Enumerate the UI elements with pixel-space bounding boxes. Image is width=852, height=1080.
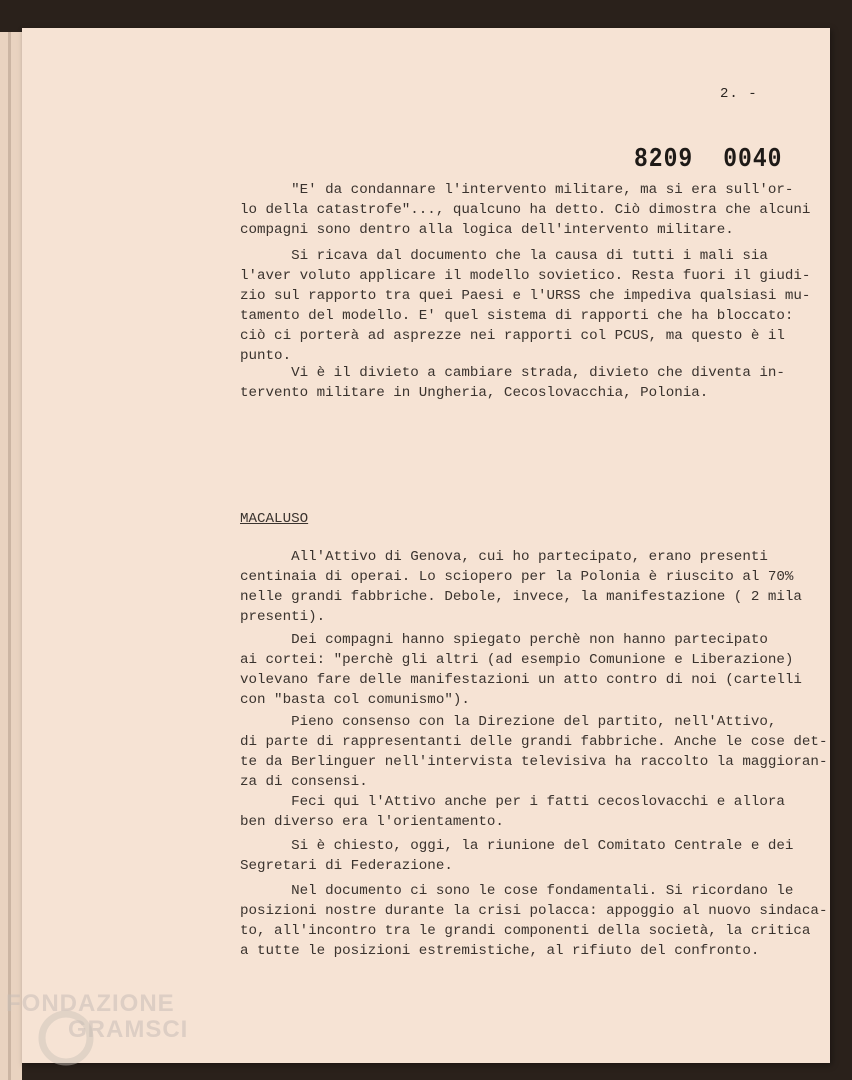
watermark-line-1: FONDAZIONE	[6, 990, 175, 1017]
paragraph: Vi è il divieto a cambiare strada, divieto che diventa in- tervento militare in Ungheria, Cecoslovacchia, Polonia.	[240, 365, 785, 401]
document-page	[22, 28, 830, 1063]
stamp-part-1: 8209	[634, 144, 694, 174]
paragraph: Pieno consenso con la Direzione del partito, nell'Attivo, di parte di rappresentanti delle grandi fabbriche. Anche le cose det- te da Berlinguer nell'intervista televisiva ha raccolto la maggioran- za di consensi.	[240, 714, 828, 790]
archive-stamp-number	[634, 144, 782, 174]
paragraph: Si è chiesto, oggi, la riunione del Comitato Centrale e dei Segretari di Federazione.	[240, 838, 794, 874]
stamp-part-2: 0040	[723, 144, 783, 174]
paragraph: Dei compagni hanno spiegato perchè non hanno partecipato ai cortei: "perchè gli altri (ad esempio Comunione e Liberazione) volevano fare delle manifestazioni un atto contro di noi (cartelli con "basta col comunismo").	[240, 632, 802, 708]
speaker-name: MACALUSO	[240, 511, 309, 527]
paragraph: Si ricava dal documento che la causa di tutti i mali sia l'aver voluto applicare il modello sovietico. Resta fuori il giudi- zio sul rapporto tra quei Paesi e l'URSS che impediva qualsiasi mu- tamento del modello. E' quel sistema di rapporti che ha bloccato: ciò ci porterà ad asprezze nei rapporti col PCUS, ma questo è il punto.	[240, 248, 811, 364]
watermark-line-2: GRAMSCI	[68, 1016, 189, 1043]
paragraph: Nel documento ci sono le cose fondamentali. Si ricordano le posizioni nostre durante la crisi polacca: appoggio al nuovo sindaca- to, all'incontro tra le grandi componenti della società, la critica a tutte le posizioni estremistiche, al rifiuto del confronto.	[240, 883, 828, 959]
page-number: 2. -	[720, 86, 758, 102]
paragraph: All'Attivo di Genova, cui ho partecipato, erano presenti centinaia di operai. Lo sciopero per la Polonia è riuscito al 70% nelle grandi fabbriche. Debole, invece, la manifestazione ( 2 mila presenti).	[240, 549, 802, 625]
paragraph: "E' da condannare l'intervento militare, ma si era sull'or- lo della catastrofe"..., qualcuno ha detto. Ciò dimostra che alcuni compagni sono dentro alla logica dell'intervento militare.	[240, 182, 811, 238]
page-fold-line	[8, 32, 11, 1080]
paragraph: Feci qui l'Attivo anche per i fatti cecoslovacchi e allora ben diverso era l'orientamento.	[240, 794, 785, 830]
underlying-page-edge	[0, 32, 22, 1080]
fondazione-gramsci-watermark	[6, 990, 216, 1070]
